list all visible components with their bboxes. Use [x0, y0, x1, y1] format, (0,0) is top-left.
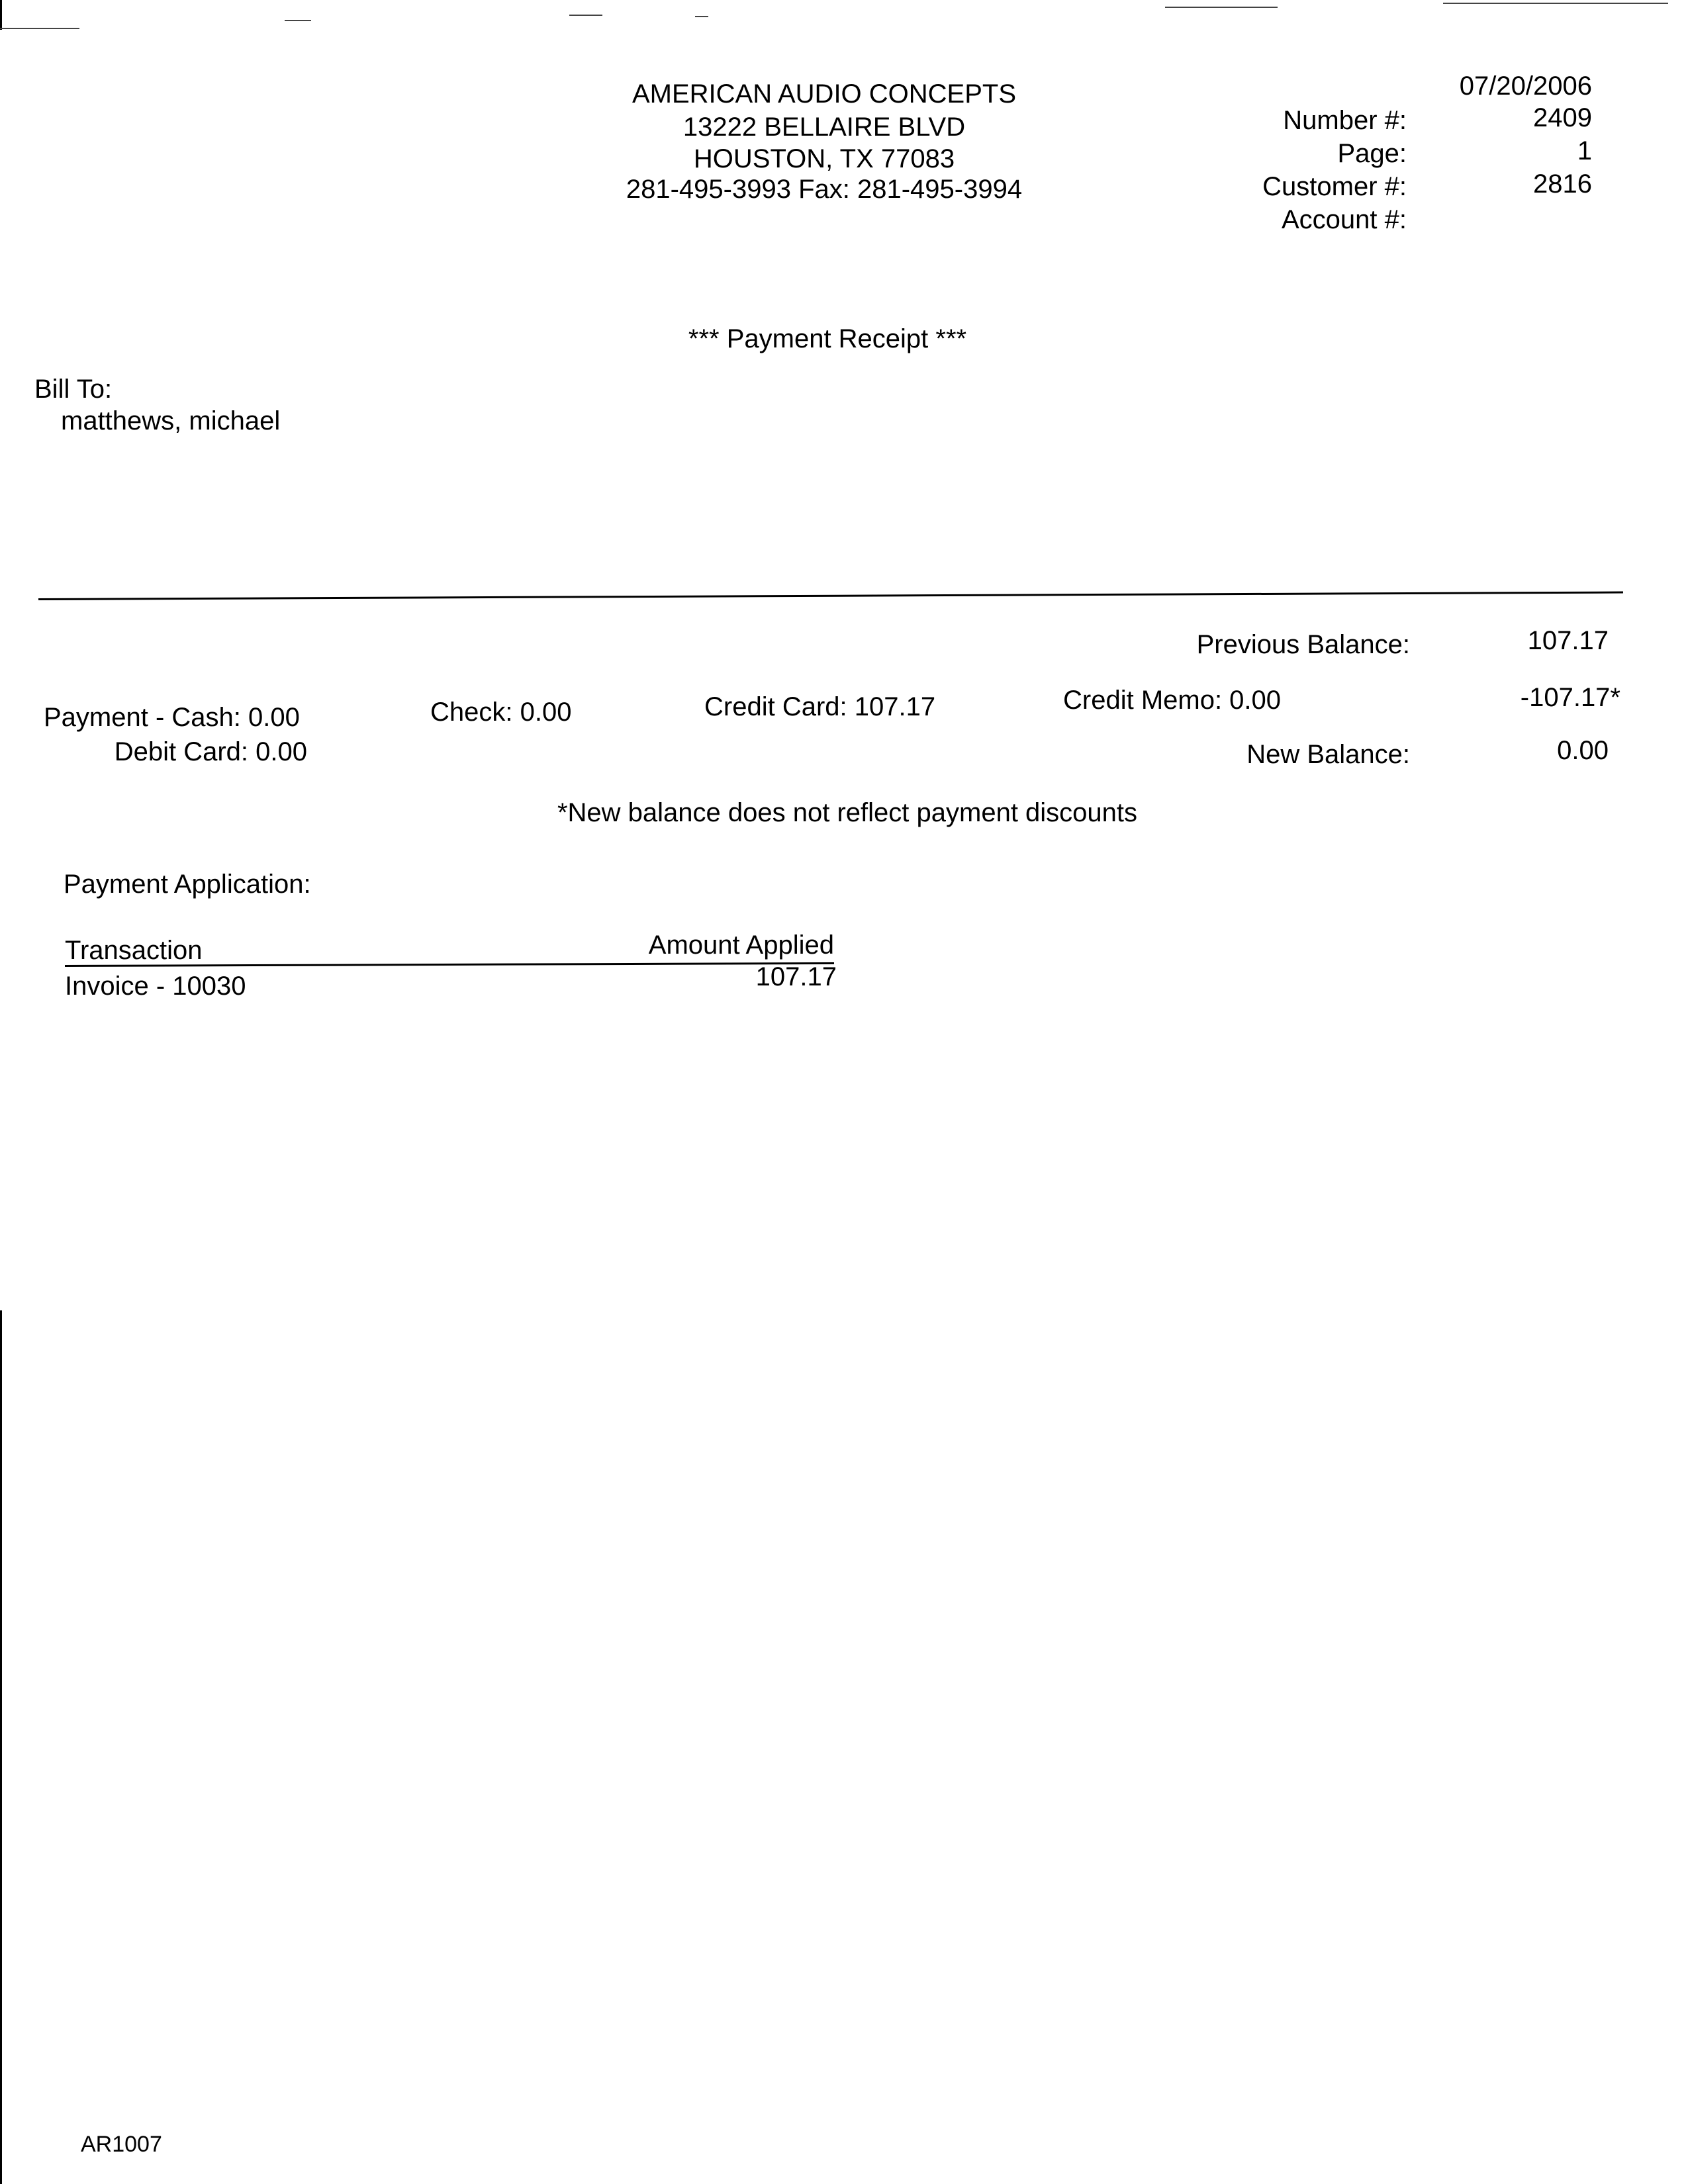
page-label: Page: [1337, 139, 1407, 168]
payment-credit-card: Credit Card: 107.17 [704, 692, 936, 721]
account-label: Account #: [1281, 205, 1407, 234]
customer-label: Customer #: [1262, 172, 1407, 201]
payment-check: Check: 0.00 [430, 698, 572, 727]
company-phone-fax: 281-495-3993 Fax: 281-495-3994 [626, 175, 1023, 204]
scan-mark [569, 15, 602, 16]
payment-credit-memo: Credit Memo: 0.00 [1063, 686, 1282, 715]
new-balance-label: New Balance: [1246, 740, 1410, 769]
column-header-transaction: Transaction [65, 936, 203, 965]
company-name: AMERICAN AUDIO CONCEPTS [632, 79, 1017, 109]
payment-debit-card: Debit Card: 0.00 [114, 737, 307, 766]
payment-total: -107.17* [1520, 683, 1620, 712]
scan-edge-top [0, 0, 2, 30]
previous-balance-value: 107.17 [1527, 626, 1609, 655]
section-divider [38, 592, 1623, 600]
previous-balance-label: Previous Balance: [1196, 630, 1410, 659]
company-address: 13222 BELLAIRE BLVD [682, 113, 966, 142]
number-label: Number #: [1283, 106, 1407, 135]
document-title: *** Payment Receipt *** [688, 324, 967, 353]
company-city: HOUSTON, TX 77083 [693, 144, 955, 173]
payment-application-label: Payment Application: [64, 870, 311, 899]
number-value: 2409 [1533, 103, 1592, 132]
scan-mark [0, 28, 79, 29]
form-code: AR1007 [81, 2132, 162, 2157]
receipt-date: 07/20/2006 [1459, 71, 1592, 101]
payment-cash: Payment - Cash: 0.00 [44, 703, 300, 732]
transaction-cell: Invoice - 10030 [65, 972, 246, 1001]
bill-to-name: matthews, michael [61, 406, 281, 435]
customer-value: 2816 [1533, 169, 1592, 199]
scan-mark [695, 16, 708, 17]
amount-cell: 107.17 [755, 962, 837, 991]
new-balance-value: 0.00 [1557, 736, 1609, 765]
bill-to-label: Bill To: [34, 375, 113, 404]
scan-edge-left [0, 1310, 2, 2184]
scan-mark [285, 20, 311, 21]
column-header-amount: Amount Applied [648, 931, 834, 960]
page-value: 1 [1577, 136, 1592, 165]
scan-mark [1165, 7, 1278, 8]
scan-mark [1443, 3, 1668, 4]
balance-note: *New balance does not reflect payment discounts [557, 798, 1138, 827]
